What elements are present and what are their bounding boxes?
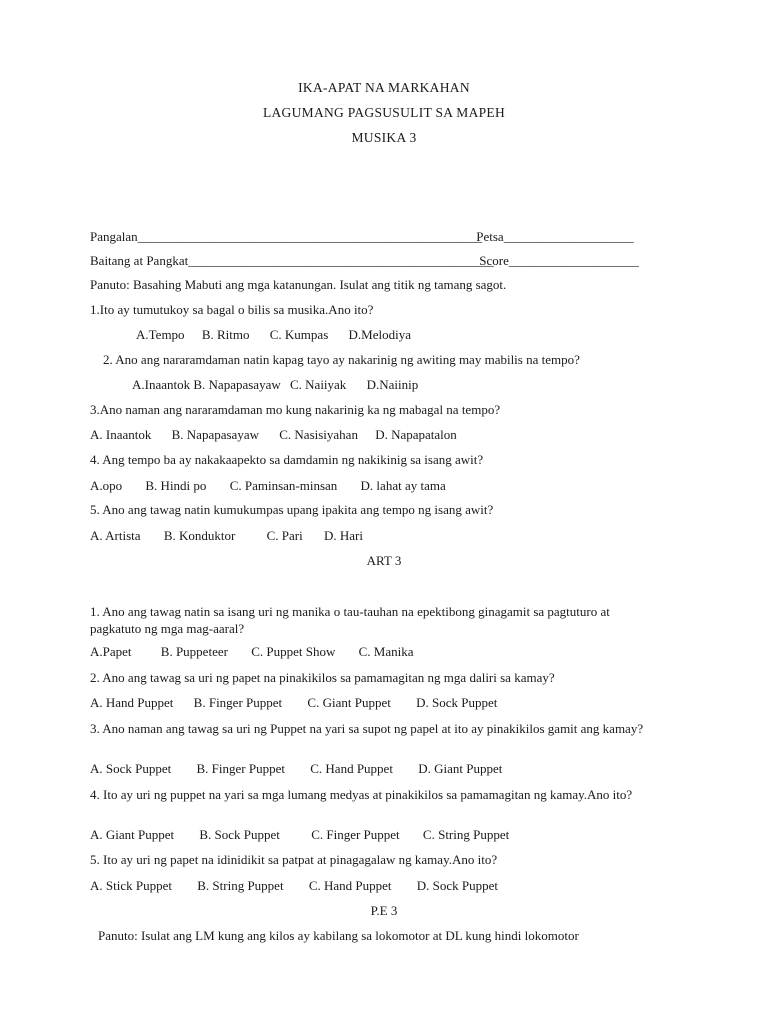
choice: D.Naiinip: [366, 377, 419, 392]
art-q1: 1. Ano ang tawag natin sa isang uri ng manika o tau-tauhan na epektibong ginagamit sa pagtuturo at pagkatuto ng mga mag-aaral?: [90, 604, 610, 636]
musika-q3: 3.Ano naman ang nararamdaman mo kung nakarinig ka ng mabagal na tempo?: [90, 402, 501, 417]
choice: A. Sock Puppet: [90, 761, 172, 776]
art-q4-choices: [90, 827, 509, 843]
musika-q4: 4. Ang tempo ba ay nakakaapekto sa damdamin ng nakikinig sa isang awit?: [90, 452, 484, 467]
header-title-exam: LAGUMANG PAGSUSULIT SA MAPEH: [262, 105, 506, 120]
art-section-title: ART 3: [366, 553, 402, 568]
choice: C. Manika: [358, 644, 414, 659]
art-q3: 3. Ano naman ang tawag sa uri ng Puppet na yari sa supot ng papel at ito ay pinakikilos gamit ang kamay?: [90, 721, 644, 736]
choice: D. Napapatalon: [375, 427, 457, 442]
pe-instructions: Panuto: Isulat ang LM kung ang kilos ay kabilang sa lokomotor at DL kung hindi lokomotor: [98, 928, 579, 943]
art-q5-choices: [90, 878, 498, 894]
choice: A.Papet: [90, 644, 132, 659]
choice: A.Tempo: [136, 327, 185, 342]
choice: B. String Puppet: [197, 878, 284, 893]
art-q2-choices: [90, 695, 497, 711]
choice: D. Sock Puppet: [416, 695, 498, 710]
musika-q5: 5. Ano ang tawag natin kumukumpas upang ipakita ang tempo ng isang awit?: [90, 502, 494, 517]
choice: C. Pari: [266, 528, 303, 543]
art-q1-choices: [90, 644, 413, 660]
musika-q1: 1.Ito ay tumutukoy sa bagal o bilis sa musika.Ano ito?: [90, 302, 374, 317]
choice: C. Giant Puppet: [307, 695, 391, 710]
choice: A.Inaantok B. Napapasayaw: [132, 377, 281, 392]
choice: D.Melodiya: [348, 327, 411, 342]
musika-q2: 2. Ano ang nararamdaman natin kapag tayo ay nakarinig ng awiting may mabilis na tempo?: [103, 352, 580, 367]
art-q4: 4. Ito ay uri ng puppet na yari sa mga lumang medyas at pinakikilos sa pamamagitan ng kamay.Ano ito?: [90, 787, 633, 802]
musika-q2-choices: [132, 377, 418, 393]
choice: C. Hand Puppet: [308, 878, 392, 893]
choice: C. Nasisiyahan: [279, 427, 358, 442]
musika-q4-choices: [90, 478, 446, 494]
choice: D. Hari: [323, 528, 363, 543]
art-q5: 5. Ito ay uri ng papet na idinidikit sa patpat at pinagagalaw ng kamay.Ano ito?: [90, 852, 498, 867]
choice: C. Kumpas: [269, 327, 329, 342]
header-title-subject: MUSIKA 3: [351, 130, 417, 145]
choice: B. Hindi po: [145, 478, 207, 493]
form-grade-field[interactable]: Baitang at Pangkat_______________________________________________: [90, 253, 494, 268]
choice: A. Hand Puppet: [90, 695, 174, 710]
choice: D. Sock Puppet: [416, 878, 499, 893]
choice: A.opo: [90, 478, 123, 493]
musika-q3-choices: [90, 427, 457, 443]
choice: A. Giant Puppet: [90, 827, 175, 842]
choice: D. lahat ay tama: [360, 478, 446, 493]
art-q3-choices: [90, 761, 502, 777]
choice: B. Puppeteer: [160, 644, 228, 659]
musika-q1-choices: [136, 327, 411, 343]
choice: B. Finger Puppet: [196, 761, 285, 776]
choice: A. Stick Puppet: [90, 878, 172, 893]
form-name-row: [90, 229, 634, 245]
choice: A. Inaantok: [90, 427, 152, 442]
choice: C. Naiiyak: [289, 377, 347, 392]
header-title-quarter: IKA-APAT NA MARKAHAN: [298, 80, 470, 95]
choice: D. Giant Puppet: [418, 761, 503, 776]
choice: B. Napapasayaw: [171, 427, 259, 442]
musika-instructions: Panuto: Basahing Mabuti ang mga katanungan. Isulat ang titik ng tamang sagot.: [90, 277, 507, 292]
choice: A. Artista: [90, 528, 141, 543]
choice: B. Sock Puppet: [199, 827, 280, 842]
form-score-field[interactable]: Score____________________: [479, 253, 639, 268]
art-q2: 2. Ano ang tawag sa uri ng papet na pinakikilos sa pamamagitan ng mga daliri sa kamay?: [90, 670, 555, 685]
choice: C. Paminsan-minsan: [229, 478, 338, 493]
choice: B. Ritmo: [201, 327, 250, 342]
form-grade-row: [90, 253, 639, 269]
choice: C. Hand Puppet: [310, 761, 393, 776]
choice: B. Finger Puppet: [193, 695, 283, 710]
form-name-field[interactable]: Pangalan_____________________________________________________: [90, 229, 483, 244]
form-date-field[interactable]: Petsa____________________: [476, 229, 634, 244]
musika-q5-choices: [90, 528, 363, 544]
choice: C. Puppet Show: [251, 644, 336, 659]
choice: B. Konduktor: [163, 528, 236, 543]
choice: C. String Puppet: [422, 827, 510, 842]
choice: C. Finger Puppet: [311, 827, 400, 842]
pe-section-title: P.E 3: [370, 903, 398, 918]
